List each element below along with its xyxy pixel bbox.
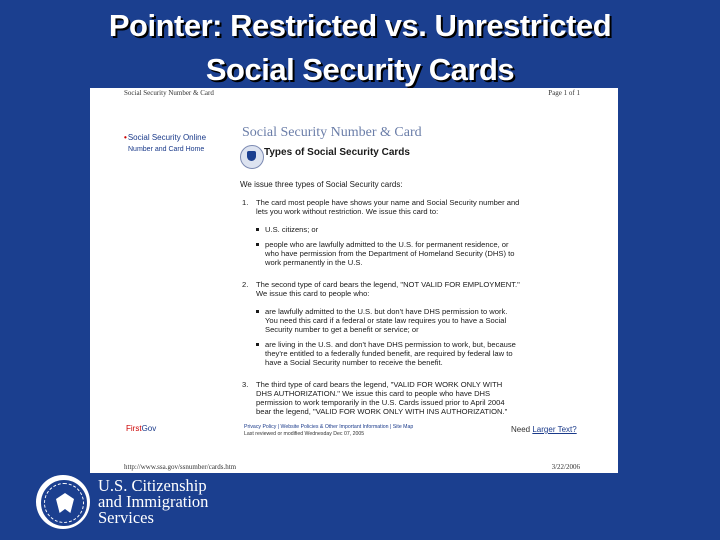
slide-title-line-2: Social Security Cards (205, 52, 515, 87)
print-header-title: Social Security Number & Card (124, 89, 214, 97)
firstgov-first: First (126, 424, 142, 433)
intro-text: We issue three types of Social Security cards: (240, 180, 403, 189)
slide-title (0, 4, 720, 92)
sub-list-item: are living in the U.S. and don't have DHS permission to work, but, because they're entitled to a federally funded benefit, are required by federal law to have a Social Security number to receive the benefit. (256, 340, 520, 367)
firstgov-logo[interactable] (126, 424, 156, 433)
item-number: 2. (242, 280, 249, 289)
item-text: The card most people have shows your name and Social Security number and lets you work without restriction. We issue this card to: (256, 198, 520, 216)
uscis-line-3: Services (98, 508, 154, 527)
firstgov-gov: Gov (141, 424, 157, 433)
print-footer-date: 3/22/2006 (551, 463, 580, 471)
site-name: Social Security Online (127, 133, 207, 142)
item-body (256, 280, 520, 373)
star-icon: • (124, 133, 127, 142)
page-subheading: Types of Social Security Cards (264, 147, 410, 158)
item-body (256, 198, 520, 273)
ssa-seal-icon (240, 145, 264, 169)
uscis-wordmark (98, 478, 208, 526)
sub-list-item: U.S. citizens; or (256, 225, 520, 234)
footer-links[interactable]: Privacy Policy | Website Policies & Other Important Information | Site Map (244, 424, 414, 430)
larger-text-link[interactable]: Larger Text? (532, 425, 577, 434)
list-item (242, 198, 520, 273)
sub-list-item: are lawfully admitted to the U.S. but don't have DHS permission to work. You need this card if a federal or state law requires you to have a Social Security number to get a benefit or service; or (256, 307, 520, 334)
webpage-printout (90, 88, 618, 473)
number-and-card-home-link[interactable]: Number and Card Home (128, 146, 205, 153)
uscis-line-2: and Immigration (98, 492, 209, 511)
sub-list (256, 307, 520, 367)
slide-title-line-1: Pointer: Restricted vs. Unrestricted (108, 8, 612, 43)
larger-text-prefix: Need (511, 425, 531, 434)
print-footer-url: http://www.ssa.gov/ssnumber/cards.htm (124, 463, 237, 471)
uscis-line-1: U.S. Citizenship (98, 476, 207, 495)
site-logo[interactable] (124, 133, 206, 142)
list-item (242, 380, 520, 416)
item-number: 1. (242, 198, 249, 207)
item-text: The second type of card bears the legend, "NOT VALID FOR EMPLOYMENT." We issue this card to people who: (256, 280, 520, 298)
list-item (242, 280, 520, 373)
item-text: The third type of card bears the legend, "VALID FOR WORK ONLY WITH DHS AUTHORIZATION." We issue this card to people who have DHS permission to work temporarily in the U.S. Cards issued prior to April 2004 bear the legend, "VALID FOR WORK ONLY WITH INS AUTHORIZATION." (256, 380, 508, 416)
larger-text-control (511, 425, 577, 434)
print-header-page: Page 1 of 1 (548, 89, 580, 97)
last-updated: Last reviewed or modified Wednesday Dec 07, 2005 (244, 431, 365, 437)
page-heading: Social Security Number & Card (242, 125, 422, 140)
sub-list-item: people who are lawfully admitted to the U.S. for permanent residence, or who have permission from the Department of Homeland Security (DHS) to work permanently in the U.S. (256, 240, 520, 267)
dhs-seal-icon (36, 475, 90, 529)
card-types-list (242, 198, 520, 423)
item-number: 3. (242, 380, 249, 389)
sub-list (256, 225, 520, 267)
item-body (256, 380, 520, 416)
